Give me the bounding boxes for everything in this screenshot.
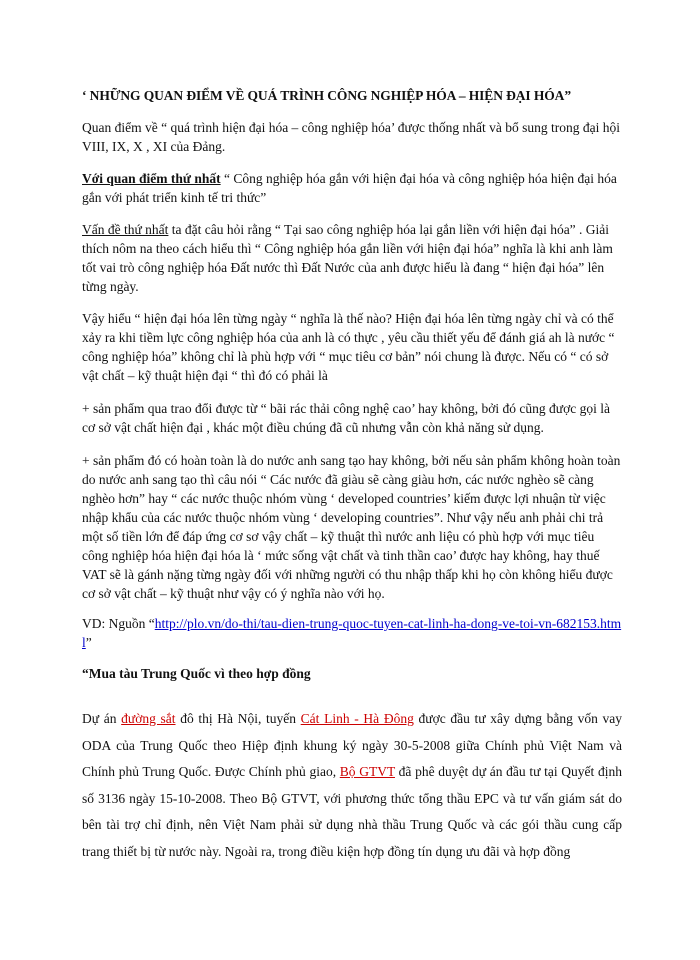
document-title: ‘ NHỮNG QUAN ĐIỂM VỀ QUÁ TRÌNH CÔNG NGHIỆP HÓA – HIỆN ĐẠI HÓA” <box>82 88 571 103</box>
cat-linh-ha-dong-link[interactable]: Cát Linh - Hà Đông <box>300 711 414 726</box>
paragraph-bullet-one <box>82 399 622 437</box>
paragraph-first-viewpoint <box>82 169 622 207</box>
paragraph-intro <box>82 118 622 156</box>
bullet-two-text: + sản phẩm đó có hoàn toàn là do nước anh sang tạo hay không, bởi nếu sản phẩm không hoàn toàn do nước anh sang tạo thì câu nói “ Các nước đã giàu sẽ càng giàu hơn, các nước nghèo sẽ càng nghèo hơn” hay “ các nước thuộc nhóm vùng ‘ developed countries’ kiếm được lợi nhuận từ việc nhập khẩu của các nước thuộc nhóm vùng ‘ developing countries”. Như vậy nếu anh phải chi trả một số tiền lớn để đáp ứng cơ sơ vậy chất – kỹ thuật thì nước anh liệu có phù hợp với mục tiêu công nghiệp hóa hiện đại hóa là ‘ mức sống vật chất và tinh thần cao’ được hay không, hay thuế VAT sẽ là gánh nặng từng ngày đối với những người có thu nhập thấp khi họ còn không hiểu được cơ sở vật chất – kỹ thuật như vậy có ý nghĩa nào với họ. <box>82 453 621 601</box>
first-viewpoint-label: Với quan điểm thứ nhất <box>82 171 221 186</box>
first-viewpoint-text: “ Công nghiệp hóa gắn với hiện đại hóa và công nghiệp hóa hiện đại hóa gắn với phát triển kinh tế tri thức” <box>82 171 617 205</box>
bullet-one-text: + sản phẩm qua trao đổi được từ “ bãi rác thải công nghệ cao’ hay không, bởi đó cũng được gọi là cơ sở vật chất hiện đại , khác một điều chúng đã cũ nhưng vẫn còn khả năng sử dụng. <box>82 401 610 435</box>
railway-link[interactable]: đường sắt <box>121 711 176 726</box>
article-subtitle: “Mua tàu Trung Quốc vì theo hợp đồng <box>82 666 311 681</box>
article-text-1: Dự án <box>82 711 122 726</box>
paragraph-first-issue <box>82 220 622 296</box>
article-paragraph <box>82 706 622 865</box>
paragraph-explanation-text: Vậy hiểu “ hiện đại hóa lên từng ngày “ nghĩa là thế nào? Hiện đại hóa lên từng ngày chỉ và có thể xảy ra khi tiềm lực công nghiệp hóa của anh là có thực , yêu cầu thiết yếu để đánh giá ah là nước “ công nghiệp hóa” không chỉ là phù hợp với “ mục tiêu cơ bản” nói chung là được. Nếu có “ có sở vật chất – kỹ thuật hiện đại “ thì đó có phải là <box>82 311 615 383</box>
paragraph-source <box>82 614 622 652</box>
article-text-4: đã phê duyệt dự án đầu tư tại Quyết định số 3136 ngày 15-10-2008. Theo Bộ GTVT, với phương thức tổng thầu EPC và tư vấn giám sát do bên tài trợ chỉ định, nên Việt Nam phải sử dụng nhà thầu Trung Quốc và các gói thầu cung cấp trang thiết bị từ nước này. Ngoài ra, trong điều kiện hợp đồng tín dụng ưu đãi và hợp đồng <box>82 764 622 859</box>
source-prefix: VD: Nguồn “ <box>82 616 155 631</box>
paragraph-explanation <box>82 309 622 385</box>
paragraph-intro-text: Quan điểm về “ quá trình hiện đại hóa – công nghiệp hóa’ được thống nhất và bổ sung trong đại hội VIII, IX, X , XI của Đảng. <box>82 120 620 154</box>
article-text-2: đô thị Hà Nội, tuyến <box>175 711 301 726</box>
first-issue-text: ta đặt câu hỏi rằng “ Tại sao công nghiệp hóa lại gắn liền với hiện đại hóa” . Giải thích nôm na theo cách hiểu thì “ Công nghiệp hóa gắn liền với hiện đại hóa” nghĩa là khi anh làm tốt vai trò công nghiệp hóa Đất nước thì Đất Nước của anh được hiểu là đang “ hiện đại hóa” lên từng ngày. <box>82 222 613 294</box>
first-issue-label: Vấn đề thứ nhất <box>82 222 169 237</box>
paragraph-bullet-two <box>82 451 622 603</box>
source-suffix: ” <box>85 635 92 650</box>
source-link[interactable]: http://plo.vn/do-thi/tau-dien-trung-quoc-tuyen-cat-linh-ha-dong-ve-toi-vn-682153.html <box>82 616 622 650</box>
ministry-transport-link[interactable]: Bộ GTVT <box>339 764 395 779</box>
article-text-3: được đầu tư xây dựng bằng vốn vay ODA của Trung Quốc theo Hiệp định khung ký ngày 30-5-2008 giữa Chính phủ Việt Nam và Chính phủ Trung Quốc. Được Chính phủ giao, <box>82 711 623 779</box>
